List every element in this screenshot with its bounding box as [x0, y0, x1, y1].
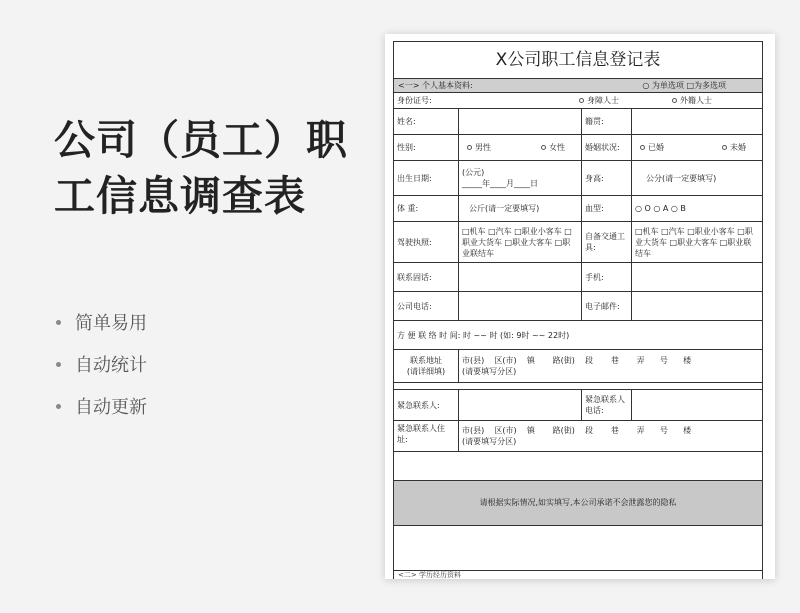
single-option[interactable]: 未婚 [722, 142, 746, 153]
phone-row [394, 263, 762, 292]
blank-row [394, 452, 762, 481]
address-row: 联系地址 (请详细填) 市(县) 区(市) 镇 路(街) 段 巷 弄 号 楼 (请要填写分区) [394, 350, 762, 383]
blood-type-options[interactable]: ○ O ○ A ○ B [635, 204, 686, 213]
office-row [394, 292, 762, 321]
radio-icon [672, 98, 677, 103]
id-label: 身份证号: [397, 96, 432, 105]
weight-label: 体 重: [394, 196, 459, 221]
name-label: 姓名: [394, 109, 459, 134]
address-label: 联系地址 [410, 356, 442, 365]
mobile-label: 手机: [582, 263, 632, 291]
emergency-row [394, 390, 762, 421]
phone-label: 联系固话: [394, 263, 459, 291]
emergency-address-label: 紧急联系人住址: [394, 421, 459, 451]
feature-item: 自动统计 [56, 352, 147, 394]
height-label: 身高: [582, 161, 632, 195]
radio-icon [722, 145, 727, 150]
gender-row [394, 135, 762, 161]
contact-time-row [394, 321, 762, 350]
name-row [394, 109, 762, 135]
male-option[interactable]: 男性 [467, 142, 491, 153]
vehicle-options[interactable]: □机车 □汽车 □职业小客车 □职业大货车 □职业大客车 □职业联结车 [635, 226, 753, 258]
radio-icon [579, 98, 584, 103]
mobile-field[interactable] [632, 263, 762, 291]
bullet-icon [56, 404, 61, 409]
feature-item: 自动更新 [56, 394, 147, 436]
hometown-label: 籍贯: [582, 109, 632, 134]
bullet-icon [56, 362, 61, 367]
email-label: 电子邮件: [582, 292, 632, 320]
license-row [394, 222, 762, 263]
contact-time[interactable]: 方 便 联 络 时 间: 时 ~~ 时 (如: 9时 ~~ 22时) [397, 330, 570, 340]
email-field[interactable] [632, 292, 762, 320]
feature-item: 简单易用 [56, 310, 147, 352]
address-field[interactable]: 市(县) 区(市) 镇 路(街) 段 巷 弄 号 楼 (请要填写分区) [462, 356, 692, 376]
hero-title [54, 112, 348, 224]
form-title: X公司职工信息登记表 [394, 42, 762, 79]
emergency-address-row [394, 421, 762, 452]
emergency-phone-field[interactable] [632, 390, 762, 420]
height-field[interactable]: 公分(请一定要填写) [646, 173, 717, 183]
radio-icon [541, 145, 546, 150]
hero-title-line2: 工信息调查表 [54, 172, 306, 220]
gender-label: 性别: [394, 135, 459, 160]
radio-icon [467, 145, 472, 150]
marital-label: 婚姻状况: [582, 135, 632, 160]
bullet-icon [56, 320, 61, 325]
hero-title-line1: 公司（员工）职 [54, 116, 348, 164]
birth-date-field[interactable]: (公元) _____年____月____日 [459, 161, 582, 195]
phone-field[interactable] [459, 263, 582, 291]
weight-field[interactable]: 公斤(请一定要填写) [459, 196, 582, 221]
registration-form [393, 41, 763, 579]
emergency-address-field[interactable]: 市(县) 区(市) 镇 路(街) 段 巷 弄 号 楼 (请要填写分区) [462, 426, 692, 446]
form-preview-sheet [385, 34, 775, 579]
birth-label: 出生日期: [394, 161, 459, 195]
id-row [394, 93, 762, 109]
feature-list [56, 310, 147, 436]
emergency-contact-field[interactable] [459, 390, 582, 420]
blood-type-label: 血型: [582, 196, 632, 221]
foreigner-option[interactable]: 外籍人士 [672, 95, 712, 106]
license-label: 驾驶执照: [394, 222, 459, 262]
weight-row [394, 196, 762, 222]
blank-row [394, 526, 762, 571]
hometown-field[interactable] [632, 109, 762, 134]
emergency-phone-label: 紧急联系人电话: [585, 395, 625, 415]
female-option[interactable]: 女性 [541, 142, 565, 153]
birth-row [394, 161, 762, 196]
name-field[interactable] [459, 109, 582, 134]
office-phone-field[interactable] [459, 292, 582, 320]
license-options[interactable]: □机车 □汽车 □职业小客车 □职业大货车 □职业大客车 □职业联结车 [459, 222, 582, 262]
privacy-notice: 请根据实际情况,如实填写,本公司承诺不会泄露您的隐私 [394, 481, 762, 526]
disabled-option[interactable]: 身障人士 [579, 95, 619, 106]
office-phone-label: 公司电话: [394, 292, 459, 320]
emergency-contact-label: 紧急联系人: [394, 390, 459, 420]
section-header-basic: <一> 个人基本资料: ○ 为单选项 □为多选项 [394, 79, 762, 93]
section-header-education: <二> 学历经历资料 [398, 571, 461, 579]
vehicle-label: 自备交通工具: [585, 232, 625, 252]
married-option[interactable]: 已婚 [640, 142, 664, 153]
spacer [394, 383, 762, 390]
radio-icon [640, 145, 645, 150]
